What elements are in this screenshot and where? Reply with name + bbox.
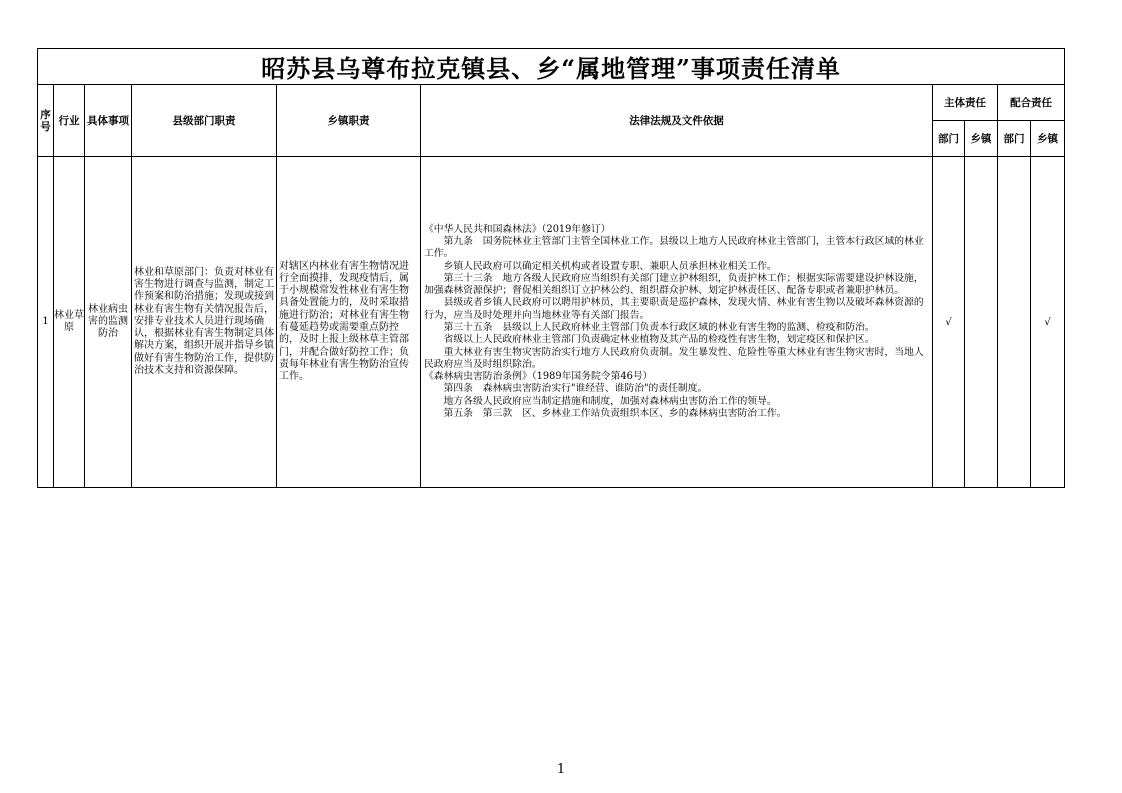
law-line: 《森林病虫害防治条例》（1989年国务院令第46号） <box>424 371 653 383</box>
row-industry: 林业草原 <box>54 157 85 488</box>
law-line: 第四条 森林病虫害防治实行"谁经营、谁防治"的责任制度。 <box>443 383 708 395</box>
row-seq: 1 <box>38 157 54 488</box>
header-item: 具体事项 <box>85 85 132 157</box>
check-coop-dept <box>998 157 1031 488</box>
law-line: 第九条 国务院林业主管部门主管全国林业工作。县级以上地方人民政府林业主管部门，主管本行政区域的林业工作。 <box>424 235 924 260</box>
law-line: 重大林业有害生物灾害防治实行地方人民政府负责制。发生暴发性、危险性等重大林业有害生物灾害时，当地人民政府应当及时组织除治。 <box>424 346 924 370</box>
header-seq: 序号 <box>38 85 54 157</box>
law-text <box>424 224 930 421</box>
header-main-town: 乡镇 <box>965 121 998 157</box>
law-line: 地方各级人民政府应当制定措施和制度，加强对森林病虫害防治工作的领导。 <box>443 395 777 407</box>
law-line: 县级或者乡镇人民政府可以聘用护林员，其主要职责是巡护森林，发现火情、林业有害生物以及破坏森林资源的行为，应当及时处理并向当地林业等有关部门报告。 <box>424 297 924 321</box>
law-line: 省级以上人民政府林业主管部门负责确定林业植物及其产品的检疫性有害生物，划定疫区和保护区。 <box>443 334 875 346</box>
check-main-dept: √ <box>933 157 965 488</box>
header-town-duty: 乡镇职责 <box>277 85 421 157</box>
row-item: 林业病虫害的监测防治 <box>85 157 132 488</box>
law-line: 第三十五条 县级以上人民政府林业主管部门负责本行政区域的林业有害生物的监测、检疫和防治。 <box>443 322 875 333</box>
law-line: 第五条 第三款 区、乡林业工作站负责组织本区、乡的森林病虫害防治工作。 <box>443 408 787 420</box>
row-law-basis <box>421 157 933 488</box>
header-coop-town: 乡镇 <box>1031 121 1065 157</box>
header-main-dept: 部门 <box>933 121 965 157</box>
responsibility-table <box>37 48 1065 488</box>
header-county-duty: 县级部门职责 <box>132 85 277 157</box>
row-county-duty: 林业和草原部门：负责对林业有害生物进行调查与监测，制定工作预案和防治措施；发现或接到林业有害生物有关情况报告后，安排专业技术人员进行现场确认，根据林业有害生物制定具体解决方案，组织开展并指导乡镇做好有害生物防治工作，提供防治技术支持和资源保障。 <box>132 157 277 488</box>
check-main-town <box>965 157 998 488</box>
header-law-basis: 法律法规及文件依据 <box>421 85 933 157</box>
header-coop-dept: 部门 <box>998 121 1031 157</box>
table-row <box>38 157 1065 488</box>
responsibility-sheet <box>37 48 1064 488</box>
law-line: 《中华人民共和国森林法》（2019年修订） <box>424 223 611 235</box>
law-line: 第三十三条 地方各级人民政府应当组织有关部门建立护林组织，负责护林工作；根据实际需要建设护林设施，加强森林资源保护；督促相关组织订立护林公约、组织群众护林、划定护林责任区、配备专职或者兼职护林员。 <box>424 272 924 297</box>
check-coop-town: √ <box>1031 157 1065 488</box>
header-coop-responsibility: 配合责任 <box>998 85 1065 121</box>
header-main-responsibility: 主体责任 <box>933 85 998 121</box>
law-line: 乡镇人民政府可以确定相关机构或者设置专职、兼职人员承担林业相关工作。 <box>443 260 777 272</box>
page-number: 1 <box>556 762 566 777</box>
table-title: 昭苏县乌尊布拉克镇县、乡“属地管理”事项责任清单 <box>38 49 1065 85</box>
header-industry: 行业 <box>54 85 85 157</box>
row-town-duty: 对辖区内林业有害生物情况进行全面摸排，发现疫情后，属于小规模常发性林业有害生物具备处置能力的，及时采取措施进行防治；对林业有害生物有蔓延趋势或需要重点防控的，及时上报上级林草主管部门，并配合做好防控工作；负责每年林业有害生物防治宣传工作。 <box>277 157 421 488</box>
